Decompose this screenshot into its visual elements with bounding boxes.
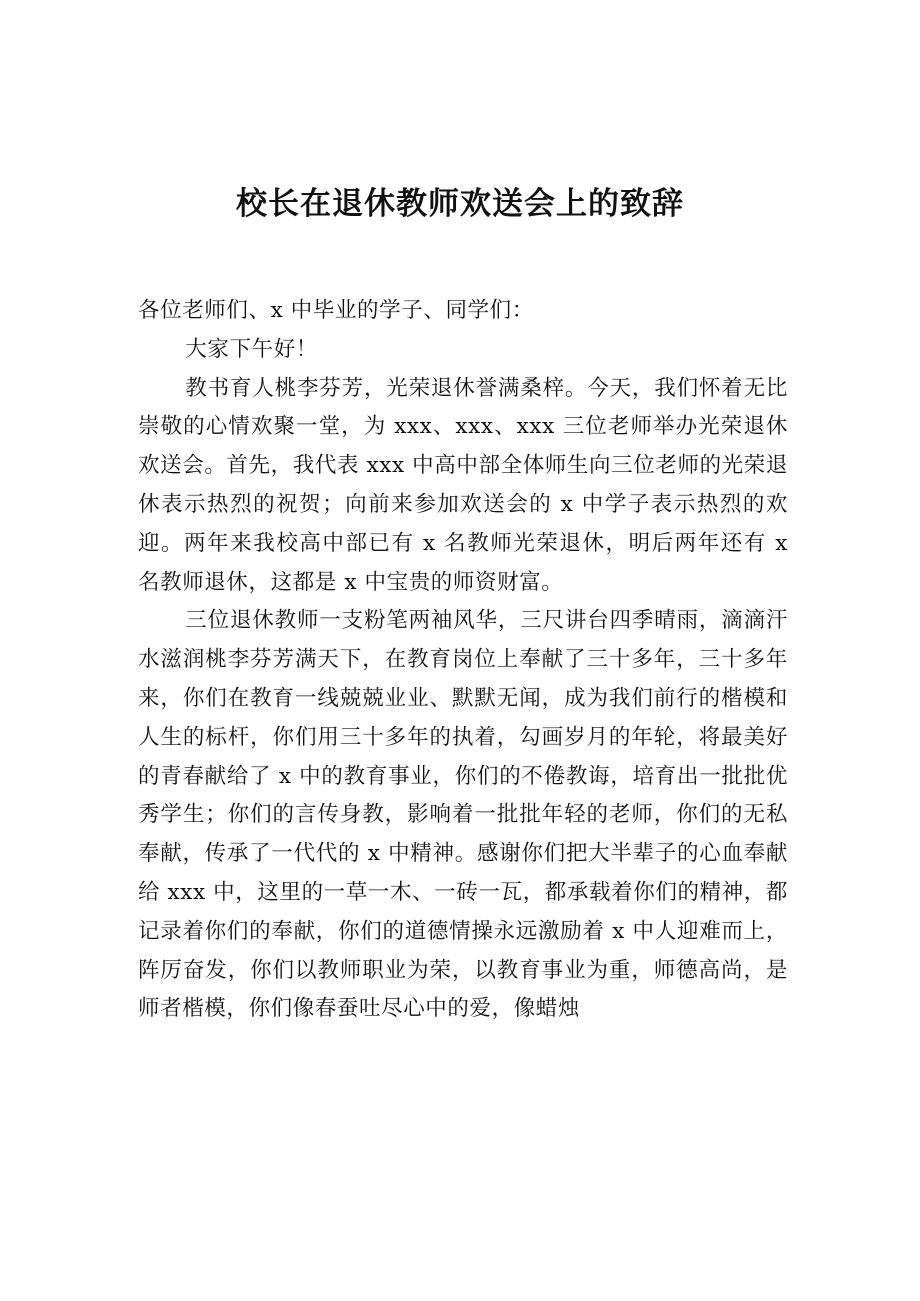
paragraph: 三位退休教师一支粉笔两袖风华，三尺讲台四季晴雨，滴滴汗水滋润桃李芬芳满天下，在教育岗位上奉献了三十多年，三十多年来，你们在教育一线兢兢业业、默默无闻，成为我们前行的楷模和人生的标杆，你们用三十多年的执着，勾画岁月的年轮，将最美好的青春献给了 x 中的教育事业，你们的不倦教诲，培育出一批批优秀学生；你们的言传身教，影响着一批批年轻的老师，你们的无私奉献，传承了一代代的 x 中精神。感谢你们把大半辈子的心血奉献给 xxx 中，这里的一草一木、一砖一瓦，都承载着你们的精神，都记录着你们的奉献，你们的道德情操永远激励着 x 中人迎难而上，阵厉奋发，你们以教师职业为荣，以教育事业为重，师德高尚，是师者楷模，你们像春蚕吐尽心中的爱，像蜡烛 [138, 608, 788, 1022]
paragraph: 教书育人桃李芬芳，光荣退休誉满桑梓。今天，我们怀着无比崇敬的心情欢聚一堂，为 xxx、xxx、xxx 三位老师举办光荣退休欢送会。首先，我代表 xxx 中高中部全体师生向三位老师的光荣退休表示热烈的祝贺；向前来参加欢送会的 x 中学子表示热烈的欢迎。两年来我校高中部已有 x 名教师光荣退休，明后两年还有 x 名教师退休，这都是 x 中宝贵的师资财富。 [138, 375, 788, 595]
document-title: 校长在退休教师欢送会上的致辞 [236, 186, 684, 222]
document-body [138, 292, 788, 1029]
greeting: 大家下午好！ [185, 336, 318, 362]
salutation: 各位老师们、x 中毕业的学子、同学们： [138, 298, 534, 323]
